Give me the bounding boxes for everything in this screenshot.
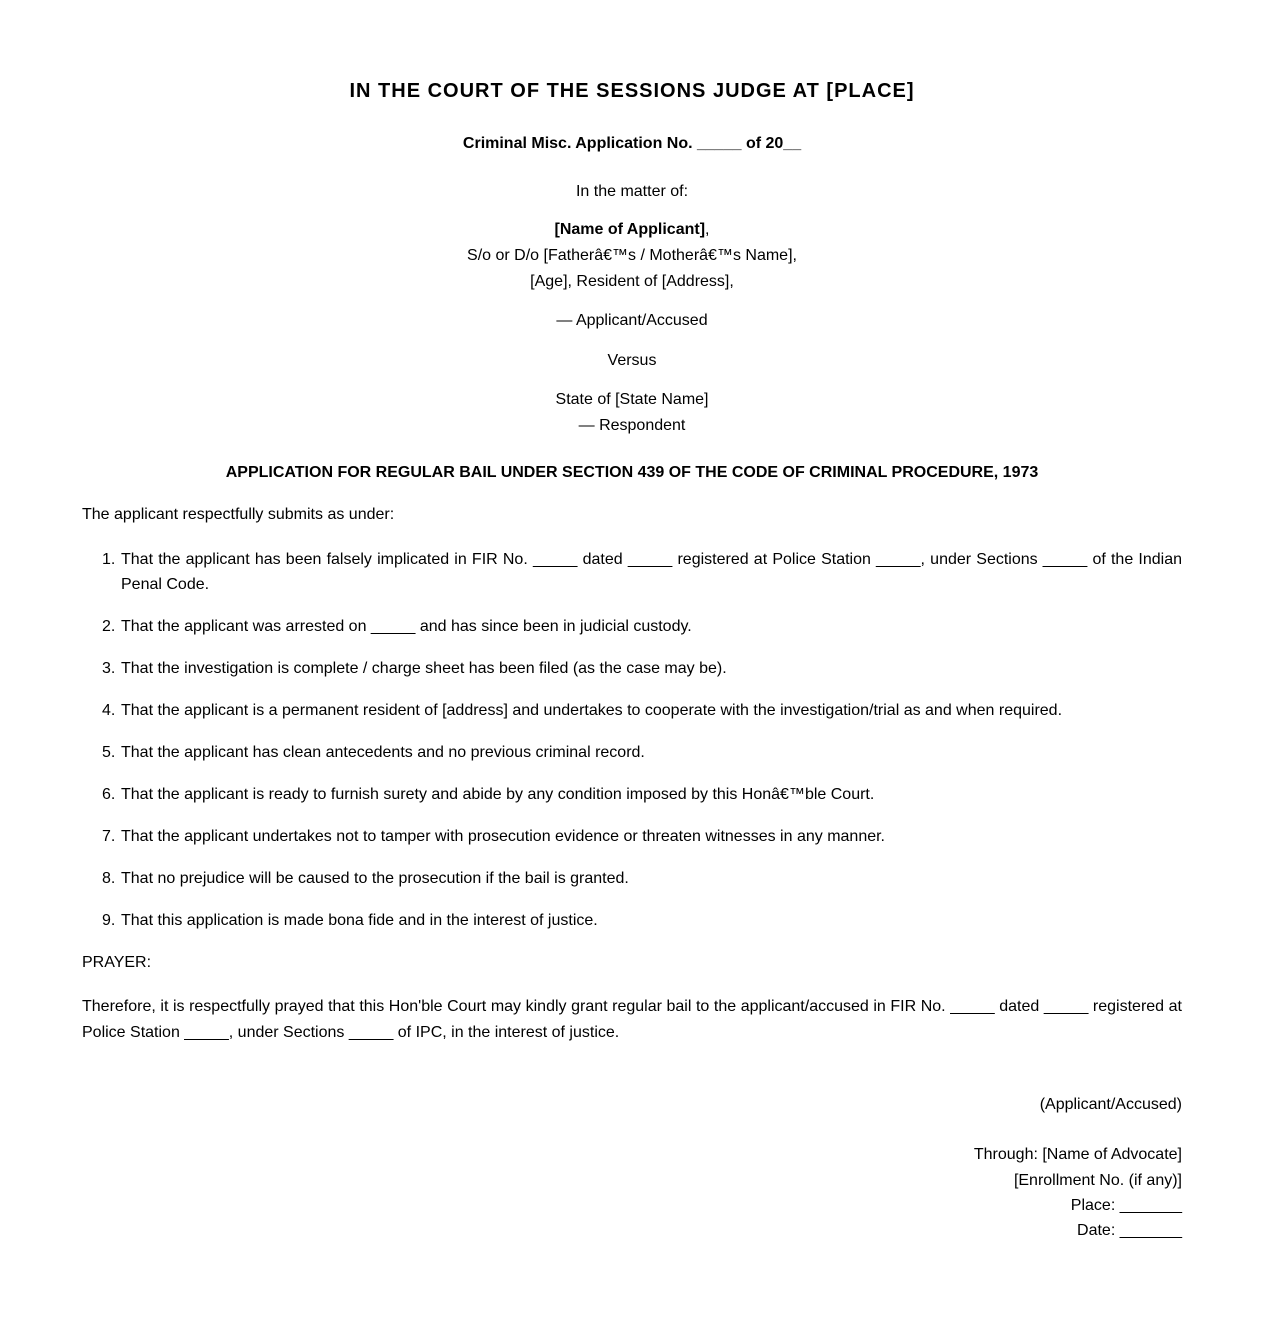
ground-number: 6. [102,786,116,803]
ground-number: 1. [102,551,116,568]
ground-number: 9. [102,912,116,929]
ground-text: That the applicant has been falsely implicated in FIR No. _____ dated _____ registered at Police Station _____, under Sections _____ of the Indian Penal Code. [121,551,1182,593]
ground-item [82,656,1182,681]
ground-text: That this application is made bona fide and in the interest of justice. [121,912,598,929]
grounds-list [82,547,1182,950]
ground-text: That the applicant has clean antecedents and no previous criminal record. [121,744,645,761]
ground-number: 2. [102,618,116,635]
in-the-matter-of: In the matter of: [575,183,689,200]
applicant-age-address: [Age], Resident of [Address], [530,273,734,290]
prayer-text: Therefore, it is respectfully prayed that this Hon'ble Court may kindly grant regular bail to the applicant/accused in FIR No. _____ dated _____ registered at Police Station _____, under Sections _____ of IPC, in the interest of justice. [82,998,1182,1041]
date-line: Date: _______ [1077,1222,1182,1239]
enrollment-line: [Enrollment No. (if any)] [1013,1172,1182,1189]
applicant-name: [Name of Applicant] [554,221,706,238]
signatory-label: (Applicant/Accused) [1039,1096,1182,1113]
advocate-line: Through: [Name of Advocate] [973,1146,1182,1163]
ground-text: That the applicant was arrested on _____ and has since been in judicial custody. [121,618,692,635]
ground-item [82,824,1182,849]
applicant-name-line [82,220,1182,240]
ground-text: That the applicant is a permanent resident of [address] and undertakes to cooperate with the investigation/trial as and when required. [121,702,1063,719]
ground-item [82,782,1182,807]
ground-text: That the investigation is complete / charge sheet has been filed (as the case may be). [121,660,727,677]
ground-text: That the applicant undertakes not to tamper with prosecution evidence or threaten witnesses in any manner. [121,828,885,845]
prayer-label: PRAYER: [82,954,152,971]
respondent-name: State of [State Name] [555,391,709,408]
ground-item [82,547,1182,597]
ground-number: 4. [102,702,116,719]
ground-number: 7. [102,828,116,845]
ground-text: That the applicant is ready to furnish surety and abide by any condition imposed by this Honâ€™ble Court. [121,786,875,803]
applicant-name-suffix: , [705,221,710,238]
place-line: Place: _______ [1070,1197,1182,1214]
applicant-role: — Applicant/Accused [556,312,708,329]
versus: Versus [607,352,657,369]
application-intro: The applicant respectfully submits as under: [82,506,395,523]
ground-item [82,908,1182,933]
ground-item [82,866,1182,891]
application-heading: APPLICATION FOR REGULAR BAIL UNDER SECTION 439 OF THE CODE OF CRIMINAL PROCEDURE, 1973 [225,464,1039,481]
ground-number: 5. [102,744,116,761]
ground-item [82,698,1182,723]
application-number: Criminal Misc. Application No. _____ of 20__ [462,135,802,152]
ground-number: 3. [102,660,116,677]
ground-number: 8. [102,870,116,887]
ground-item [82,740,1182,765]
ground-text: That no prejudice will be caused to the prosecution if the bail is granted. [121,870,629,887]
respondent-role: — Respondent [578,417,686,434]
ground-item [82,614,1182,639]
court-title: IN THE COURT OF THE SESSIONS JUDGE AT [PLACE] [349,80,915,102]
applicant-parent: S/o or D/o [Fatherâ€™s / Motherâ€™s Name], [467,247,797,264]
